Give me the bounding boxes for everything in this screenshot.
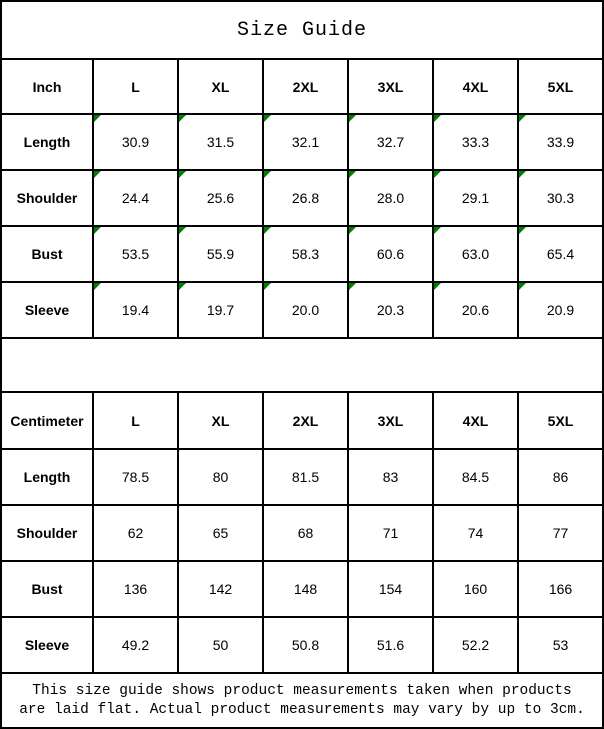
number-flag-triangle-icon (264, 227, 271, 234)
value-cell (177, 618, 262, 672)
inch-row-length (2, 113, 602, 169)
size-header-cell: 2XL (262, 60, 347, 113)
value-text: 30.9 (121, 134, 150, 150)
value-text: 30.3 (546, 190, 575, 206)
value-cell (432, 450, 517, 504)
size-header-cell: 4XL (432, 393, 517, 448)
value-text: 154 (378, 581, 403, 597)
number-flag-triangle-icon (264, 115, 271, 122)
value-text: 31.5 (206, 134, 235, 150)
cm-row-shoulder (2, 504, 602, 560)
value-text: 51.6 (376, 637, 405, 653)
footer-note-line1: This size guide shows product measurements taken when products (32, 682, 572, 699)
value-text: 63.0 (461, 246, 490, 262)
row-label-cell: Length (23, 469, 71, 485)
number-flag-triangle-icon (519, 227, 526, 234)
value-cell (92, 618, 177, 672)
size-header-cell: 2XL (262, 393, 347, 448)
cm-row-sleeve (2, 616, 602, 672)
value-cell (92, 562, 177, 616)
value-text: 148 (293, 581, 318, 597)
inch-header-row (2, 58, 602, 113)
title-box (2, 2, 602, 58)
size-header-cell: L (92, 60, 177, 113)
row-label-cell: Sleeve (24, 302, 70, 318)
value-cell (517, 450, 602, 504)
value-cell (347, 115, 432, 169)
value-text: 142 (208, 581, 233, 597)
value-cell (432, 618, 517, 672)
value-text: 58.3 (291, 246, 320, 262)
row-label-cell: Length (23, 134, 71, 150)
number-flag-triangle-icon (519, 171, 526, 178)
number-flag-triangle-icon (179, 283, 186, 290)
value-text: 20.0 (291, 302, 320, 318)
value-cell (347, 618, 432, 672)
value-text: 83 (382, 469, 399, 485)
value-text: 25.6 (206, 190, 235, 206)
value-cell (347, 450, 432, 504)
value-cell (92, 115, 177, 169)
value-cell (517, 618, 602, 672)
value-text: 160 (463, 581, 488, 597)
value-text: 77 (552, 525, 569, 541)
inch-row-sleeve (2, 281, 602, 337)
row-label-cell: Shoulder (16, 525, 78, 541)
value-cell (92, 227, 177, 281)
inch-unit-label-cell: Inch (32, 78, 62, 95)
value-cell (347, 506, 432, 560)
number-flag-triangle-icon (349, 227, 356, 234)
cm-header-row (2, 391, 602, 448)
value-cell (92, 506, 177, 560)
number-flag-triangle-icon (94, 283, 101, 290)
value-cell (262, 562, 347, 616)
value-text: 71 (382, 525, 399, 541)
value-cell (177, 227, 262, 281)
inch-row-shoulder (2, 169, 602, 225)
value-cell (347, 171, 432, 225)
number-flag-triangle-icon (349, 171, 356, 178)
value-cell (347, 283, 432, 337)
value-text: 24.4 (121, 190, 150, 206)
value-text: 19.4 (121, 302, 150, 318)
row-label-cell: Bust (31, 581, 63, 597)
number-flag-triangle-icon (94, 227, 101, 234)
number-flag-triangle-icon (264, 171, 271, 178)
value-cell (262, 171, 347, 225)
value-cell (432, 506, 517, 560)
number-flag-triangle-icon (179, 171, 186, 178)
value-text: 32.1 (291, 134, 320, 150)
size-header-cell: 4XL (432, 60, 517, 113)
value-text: 52.2 (461, 637, 490, 653)
number-flag-triangle-icon (434, 115, 441, 122)
value-text: 26.8 (291, 190, 320, 206)
value-text: 29.1 (461, 190, 490, 206)
value-text: 50.8 (291, 637, 320, 653)
size-header-cell: XL (177, 60, 262, 113)
number-flag-triangle-icon (94, 115, 101, 122)
value-text: 166 (548, 581, 573, 597)
value-text: 74 (467, 525, 484, 541)
value-cell (262, 115, 347, 169)
size-header-cell: 3XL (347, 393, 432, 448)
value-text: 62 (127, 525, 144, 541)
value-cell (177, 115, 262, 169)
row-label-cell: Bust (31, 246, 63, 262)
size-header-cell: XL (177, 393, 262, 448)
value-cell (517, 562, 602, 616)
value-cell (517, 171, 602, 225)
value-text: 60.6 (376, 246, 405, 262)
value-text: 80 (212, 469, 229, 485)
number-flag-triangle-icon (349, 115, 356, 122)
size-header-cell: 5XL (517, 393, 602, 448)
value-cell (517, 115, 602, 169)
value-cell (177, 171, 262, 225)
size-header-cell: L (92, 393, 177, 448)
value-cell (177, 562, 262, 616)
value-cell (262, 450, 347, 504)
number-flag-triangle-icon (94, 171, 101, 178)
value-cell (262, 506, 347, 560)
value-cell (92, 283, 177, 337)
value-cell (262, 618, 347, 672)
number-flag-triangle-icon (434, 171, 441, 178)
number-flag-triangle-icon (434, 283, 441, 290)
value-cell (432, 115, 517, 169)
value-cell (517, 506, 602, 560)
number-flag-triangle-icon (179, 227, 186, 234)
footer-note (2, 672, 602, 727)
value-text: 20.6 (461, 302, 490, 318)
number-flag-triangle-icon (349, 283, 356, 290)
value-text: 50 (212, 637, 229, 653)
value-text: 86 (552, 469, 569, 485)
size-header-cell: 5XL (517, 60, 602, 113)
row-label-cell: Shoulder (16, 190, 78, 206)
value-text: 81.5 (291, 469, 320, 485)
value-text: 49.2 (121, 637, 150, 653)
cm-unit-label-cell: Centimeter (10, 412, 84, 429)
value-cell (432, 283, 517, 337)
value-text: 84.5 (461, 469, 490, 485)
value-cell (177, 450, 262, 504)
value-text: 53 (552, 637, 569, 653)
value-text: 65.4 (546, 246, 575, 262)
inch-row-bust (2, 225, 602, 281)
page-title: Size Guide (236, 18, 368, 42)
number-flag-triangle-icon (434, 227, 441, 234)
value-text: 68 (297, 525, 314, 541)
value-text: 53.5 (121, 246, 150, 262)
value-cell (92, 171, 177, 225)
value-cell (517, 227, 602, 281)
value-text: 33.9 (546, 134, 575, 150)
cm-row-bust (2, 560, 602, 616)
value-text: 33.3 (461, 134, 490, 150)
number-flag-triangle-icon (519, 115, 526, 122)
value-cell (432, 171, 517, 225)
size-header-cell: 3XL (347, 60, 432, 113)
value-text: 32.7 (376, 134, 405, 150)
value-cell (177, 283, 262, 337)
cm-row-length (2, 448, 602, 504)
value-cell (177, 506, 262, 560)
value-text: 20.3 (376, 302, 405, 318)
number-flag-triangle-icon (179, 115, 186, 122)
value-cell (262, 283, 347, 337)
value-cell (347, 562, 432, 616)
value-cell (262, 227, 347, 281)
row-label-cell: Sleeve (24, 637, 70, 653)
value-text: 136 (123, 581, 148, 597)
value-text: 28.0 (376, 190, 405, 206)
value-text: 55.9 (206, 246, 235, 262)
footer-note-line2: are laid flat. Actual product measurements may vary by up to 3cm. (19, 701, 585, 718)
value-text: 19.7 (206, 302, 235, 318)
value-cell (432, 562, 517, 616)
value-cell (347, 227, 432, 281)
value-text: 78.5 (121, 469, 150, 485)
value-text: 20.9 (546, 302, 575, 318)
spacer-row (2, 337, 602, 391)
number-flag-triangle-icon (519, 283, 526, 290)
value-cell (432, 227, 517, 281)
value-cell (92, 450, 177, 504)
value-text: 65 (212, 525, 229, 541)
value-cell (517, 283, 602, 337)
number-flag-triangle-icon (264, 283, 271, 290)
